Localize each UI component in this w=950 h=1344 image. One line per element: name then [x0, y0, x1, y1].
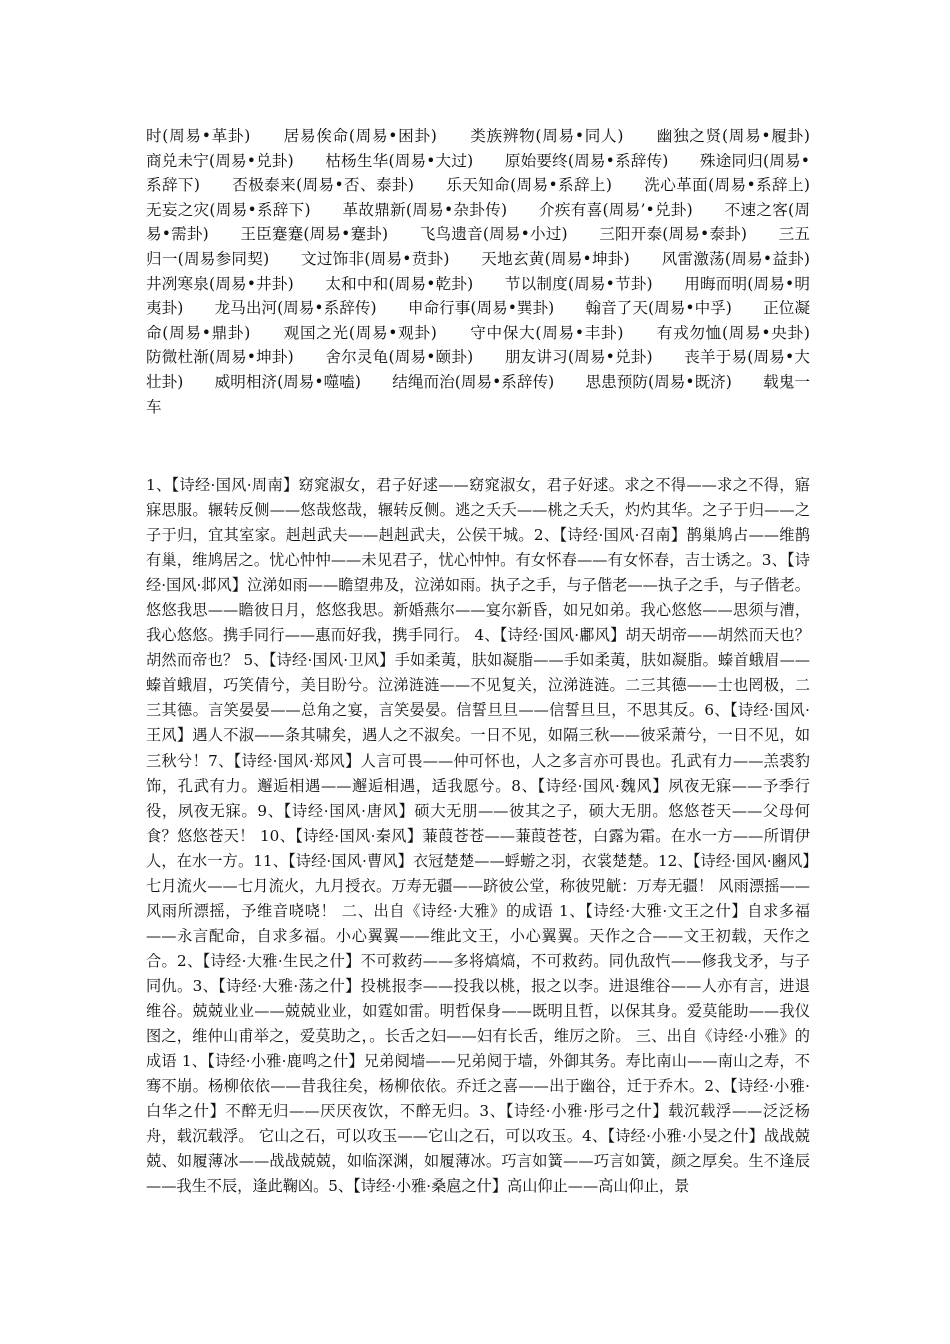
- shijing-idioms-paragraph: 1、【诗经·国风·周南】窈窕淑女，君子好逑——窈窕淑女，君子好逑。求之不得——求之不得，寤寐思服。辗转反侧——悠哉悠哉，辗转反侧。逃之夭夭——桃之夭夭，灼灼其华。之子于归——之子于归，宜其室家。赳赳武夫——赳赳武夫，公侯干城。2、【诗经·国风·召南】鹊巢鸠占——维鹊有巢，维鸠居之。忧心忡忡——未见君子，忧心忡忡。有女怀春——有女怀春，吉士诱之。3、【诗经·国风·邶风】泣涕如雨——瞻望弗及，泣涕如雨。执子之手，与子偕老——执子之手，与子偕老。悠悠我思——瞻彼日月，悠悠我思。新婚燕尔——宴尔新昏，如兄如弟。我心悠悠——思须与漕，我心悠悠。携手同行——惠而好我，携手同行。 4、【诗经·国风·鄘风】胡天胡帝——胡然而天也？胡然而帝也？ 5、【诗经·国风·卫风】手如柔荑，肤如凝脂——手如柔荑，肤如凝脂。螓首蛾眉——螓首蛾眉，巧笑倩兮，美目盼兮。泣涕涟涟——不见复关，泣涕涟涟。二三其德——士也罔极，二三其德。言笑晏晏——总角之宴，言笑晏晏。信誓旦旦——信誓旦旦，不思其反。6、【诗经·国风·王风】遇人不淑——条其啸矣，遇人之不淑矣。一日不见，如隔三秋——彼采萧兮，一日不见，如三秋兮！7、【诗经·国风·郑风】人言可畏——仲可怀也，人之多言亦可畏也。孔武有力——羔裘豹饰，孔武有力。邂逅相遇——邂逅相遇，适我愿兮。8、【诗经·国风·魏风】夙夜无寐——予季行役，夙夜无寐。9、【诗经·国风·唐风】硕大无朋——彼其之子，硕大无朋。悠悠苍天——父母何食？悠悠苍天！ 10、【诗经·国风·秦风】蒹葭苍苍——蒹葭苍苍，白露为霜。在水一方——所谓伊人，在水一方。11、【诗经·国风·曹风】衣冠楚楚——蜉蝣之羽，衣裳楚楚。12、【诗经·国风·豳风】七月流火——七月流火，九月授衣。万寿无疆——跻彼公堂，称彼兕觥：万寿无疆！ 风雨漂摇——风雨所漂摇，予维音哓哓！ 二、出自《诗经·大雅》的成语 1、【诗经·大雅·文王之什】自求多福——永言配命，自求多福。小心翼翼——维此文王，小心翼翼。天作之合——文王初载，天作之合。2、【诗经·大雅·生民之什】不可救药——多将熇熇，不可救药。同仇敌忾——修我戈矛，与子同仇。3、【诗经·大雅·荡之什】投桃报李——投我以桃，报之以李。进退维谷——人亦有言，进退维谷。兢兢业业——兢兢业业，如霆如雷。明哲保身——既明且哲，以保其身。爱莫能助——我仪图之，维仲山甫举之，爱莫助之，。长舌之妇——妇有长舌，维厉之阶。 三、出自《诗经·小雅》的成语 1、【诗经·小雅·鹿鸣之什】兄弟阋墙——兄弟阋于墙，外御其务。寿比南山——南山之寿，不骞不崩。杨柳依依——昔我往矣，杨柳依依。乔迁之喜——出于幽谷，迁于乔木。2、【诗经·小雅·白华之什】不醉无归——厌厌夜饮，不醉无归。3、【诗经·小雅·彤弓之什】载沉载浮——泛泛杨舟，载沉载浮。 它山之石，可以攻玉——它山之石，可以攻玉。4、【诗经·小雅·小旻之什】战战兢兢、如履薄冰——战战兢兢，如临深渊，如履薄冰。巧言如簧——巧言如簧，颜之厚矣。生不逢辰——我生不辰，逢此鞠凶。5、【诗经·小雅·桑扈之什】高山仰止——高山仰止，景: [146, 476, 810, 1196]
- idiom-list-paragraph: 时(周易•革卦) 居易俟命(周易•困卦) 类族辨物(周易•同人) 幽独之贤(周易•履卦) 商兑未宁(周易•兑卦) 枯杨生华(周易•大过) 原始要终(周易•系辞传) 殊途同归(周易•系辞下) 否极泰来(周易•否、泰卦) 乐天知命(周易•系辞上) 洗心革面(周易•系辞上) 无妄之灾(周易•系辞下) 革故鼎新(周易•杂卦传) 介疾有喜(周易’•兑卦) 不速之客(周易•需卦) 王臣蹇蹇(周易•蹇卦) 飞鸟遗音(周易•小过) 三阳开泰(周易•泰卦) 三五归一(周易参同契) 文过饰非(周易•贲卦) 天地玄黄(周易•坤卦) 风雷激荡(周易•益卦) 井冽寒泉(周易•井卦) 太和中和(周易•乾卦) 节以制度(周易•节卦) 用晦而明(周易•明夷卦) 龙马出河(周易•系辞传) 申命行事(周易•巽卦) 翰音了天(周易•中孚) 正位凝命(周易•鼎卦) 观国之光(周易•观卦) 守中保大(周易•丰卦) 有戎勿恤(周易•央卦) 防微杜渐(周易•坤卦) 舍尔灵龟(周易•颐卦) 朋友讲习(周易•兑卦) 丧羊于易(周易•大壮卦) 威明相济(周易•噬嗑) 结绳而治(周易•系辞传) 思患预防(周易•既济) 载鬼一车: [146, 127, 842, 416]
